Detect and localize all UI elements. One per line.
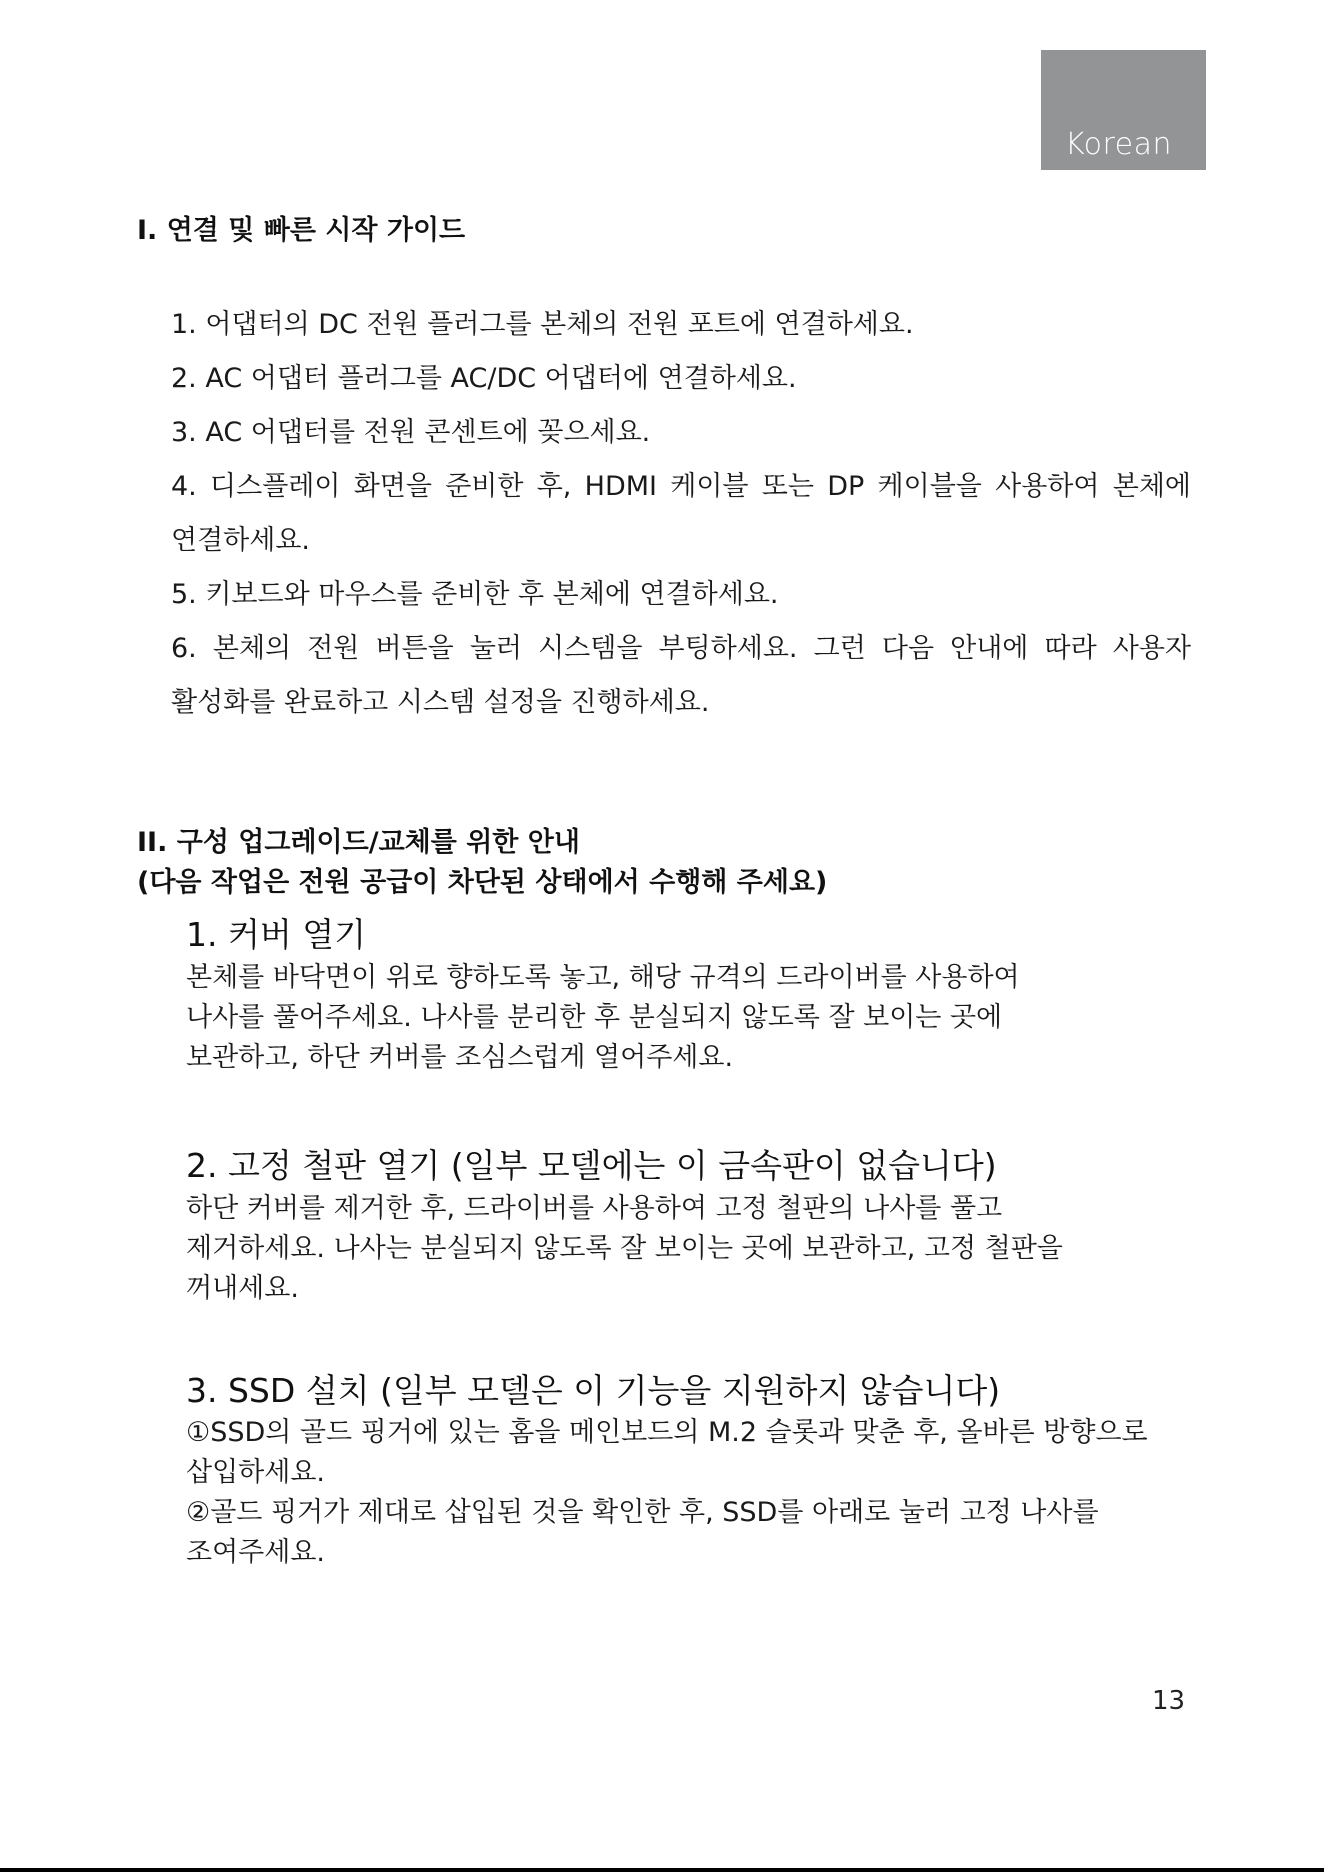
item2-title: 2. 고정 철판 열기 (일부 모델에는 이 금속판이 없습니다) xyxy=(186,1146,997,1185)
section1-heading: Ⅰ. 연결 및 빠른 시작 가이드 xyxy=(137,215,466,246)
item1-line-3: 보관하고, 하단 커버를 조심스럽게 열어주세요. xyxy=(186,1042,734,1073)
section1-step-6-cont: 활성화를 완료하고 시스템 설정을 진행하세요. xyxy=(171,687,710,718)
bottom-rule xyxy=(0,1868,1324,1872)
item2-line-1: 하단 커버를 제거한 후, 드라이버를 사용하여 고정 철판의 나사를 풀고 xyxy=(186,1193,1003,1224)
item3-line-3: ②골드 핑거가 제대로 삽입된 것을 확인한 후, SSD를 아래로 눌러 고정 나사를 xyxy=(186,1497,1099,1528)
item1-line-1: 본체를 바닥면이 위로 향하도록 놓고, 해당 규격의 드라이버를 사용하여 xyxy=(186,962,1020,993)
item3-line-4: 조여주세요. xyxy=(186,1537,325,1568)
item1-title: 1. 커버 열기 xyxy=(186,915,366,954)
item3-title: 3. SSD 설치 (일부 모델은 이 기능을 지원하지 않습니다) xyxy=(186,1371,1001,1410)
section2-subheading: (다음 작업은 전원 공급이 차단된 상태에서 수행해 주세요) xyxy=(137,867,828,898)
item2-line-2: 제거하세요. 나사는 분실되지 않도록 잘 보이는 곳에 보관하고, 고정 철판을 xyxy=(186,1233,1063,1264)
section1-step-5: 5. 키보드와 마우스를 준비한 후 본체에 연결하세요. xyxy=(171,579,779,610)
section1-step-4: 4. 디스플레이 화면을 준비한 후, HDMI 케이블 또는 DP 케이블을 사용하여 본체에 xyxy=(171,471,1191,502)
section1-step-1: 1. 어댑터의 DC 전원 플러그를 본체의 전원 포트에 연결하세요. xyxy=(171,309,914,340)
item3-line-1: ①SSD의 골드 핑거에 있는 홈을 메인보드의 M.2 슬롯과 맞춘 후, 올바른 방향으로 xyxy=(186,1417,1148,1448)
item1-line-2: 나사를 풀어주세요. 나사를 분리한 후 분실되지 않도록 잘 보이는 곳에 xyxy=(186,1002,1003,1033)
page-number: 13 xyxy=(1152,1686,1186,1716)
language-tab-label: Korean xyxy=(1064,127,1172,162)
section1-step-2: 2. AC 어댑터 플러그를 AC/DC 어댑터에 연결하세요. xyxy=(171,363,797,394)
language-tab xyxy=(1041,50,1206,170)
section1-step-4-cont: 연결하세요. xyxy=(171,525,310,556)
item2-line-3: 꺼내세요. xyxy=(186,1273,299,1304)
item3-line-2: 삽입하세요. xyxy=(186,1457,325,1488)
section2-heading: II. 구성 업그레이드/교체를 위한 안내 xyxy=(137,827,580,858)
section1-step-6: 6. 본체의 전원 버튼을 눌러 시스템을 부팅하세요. 그런 다음 안내에 따라 사용자 xyxy=(171,633,1191,664)
section1-step-3: 3. AC 어댑터를 전원 콘센트에 꽂으세요. xyxy=(171,417,651,448)
